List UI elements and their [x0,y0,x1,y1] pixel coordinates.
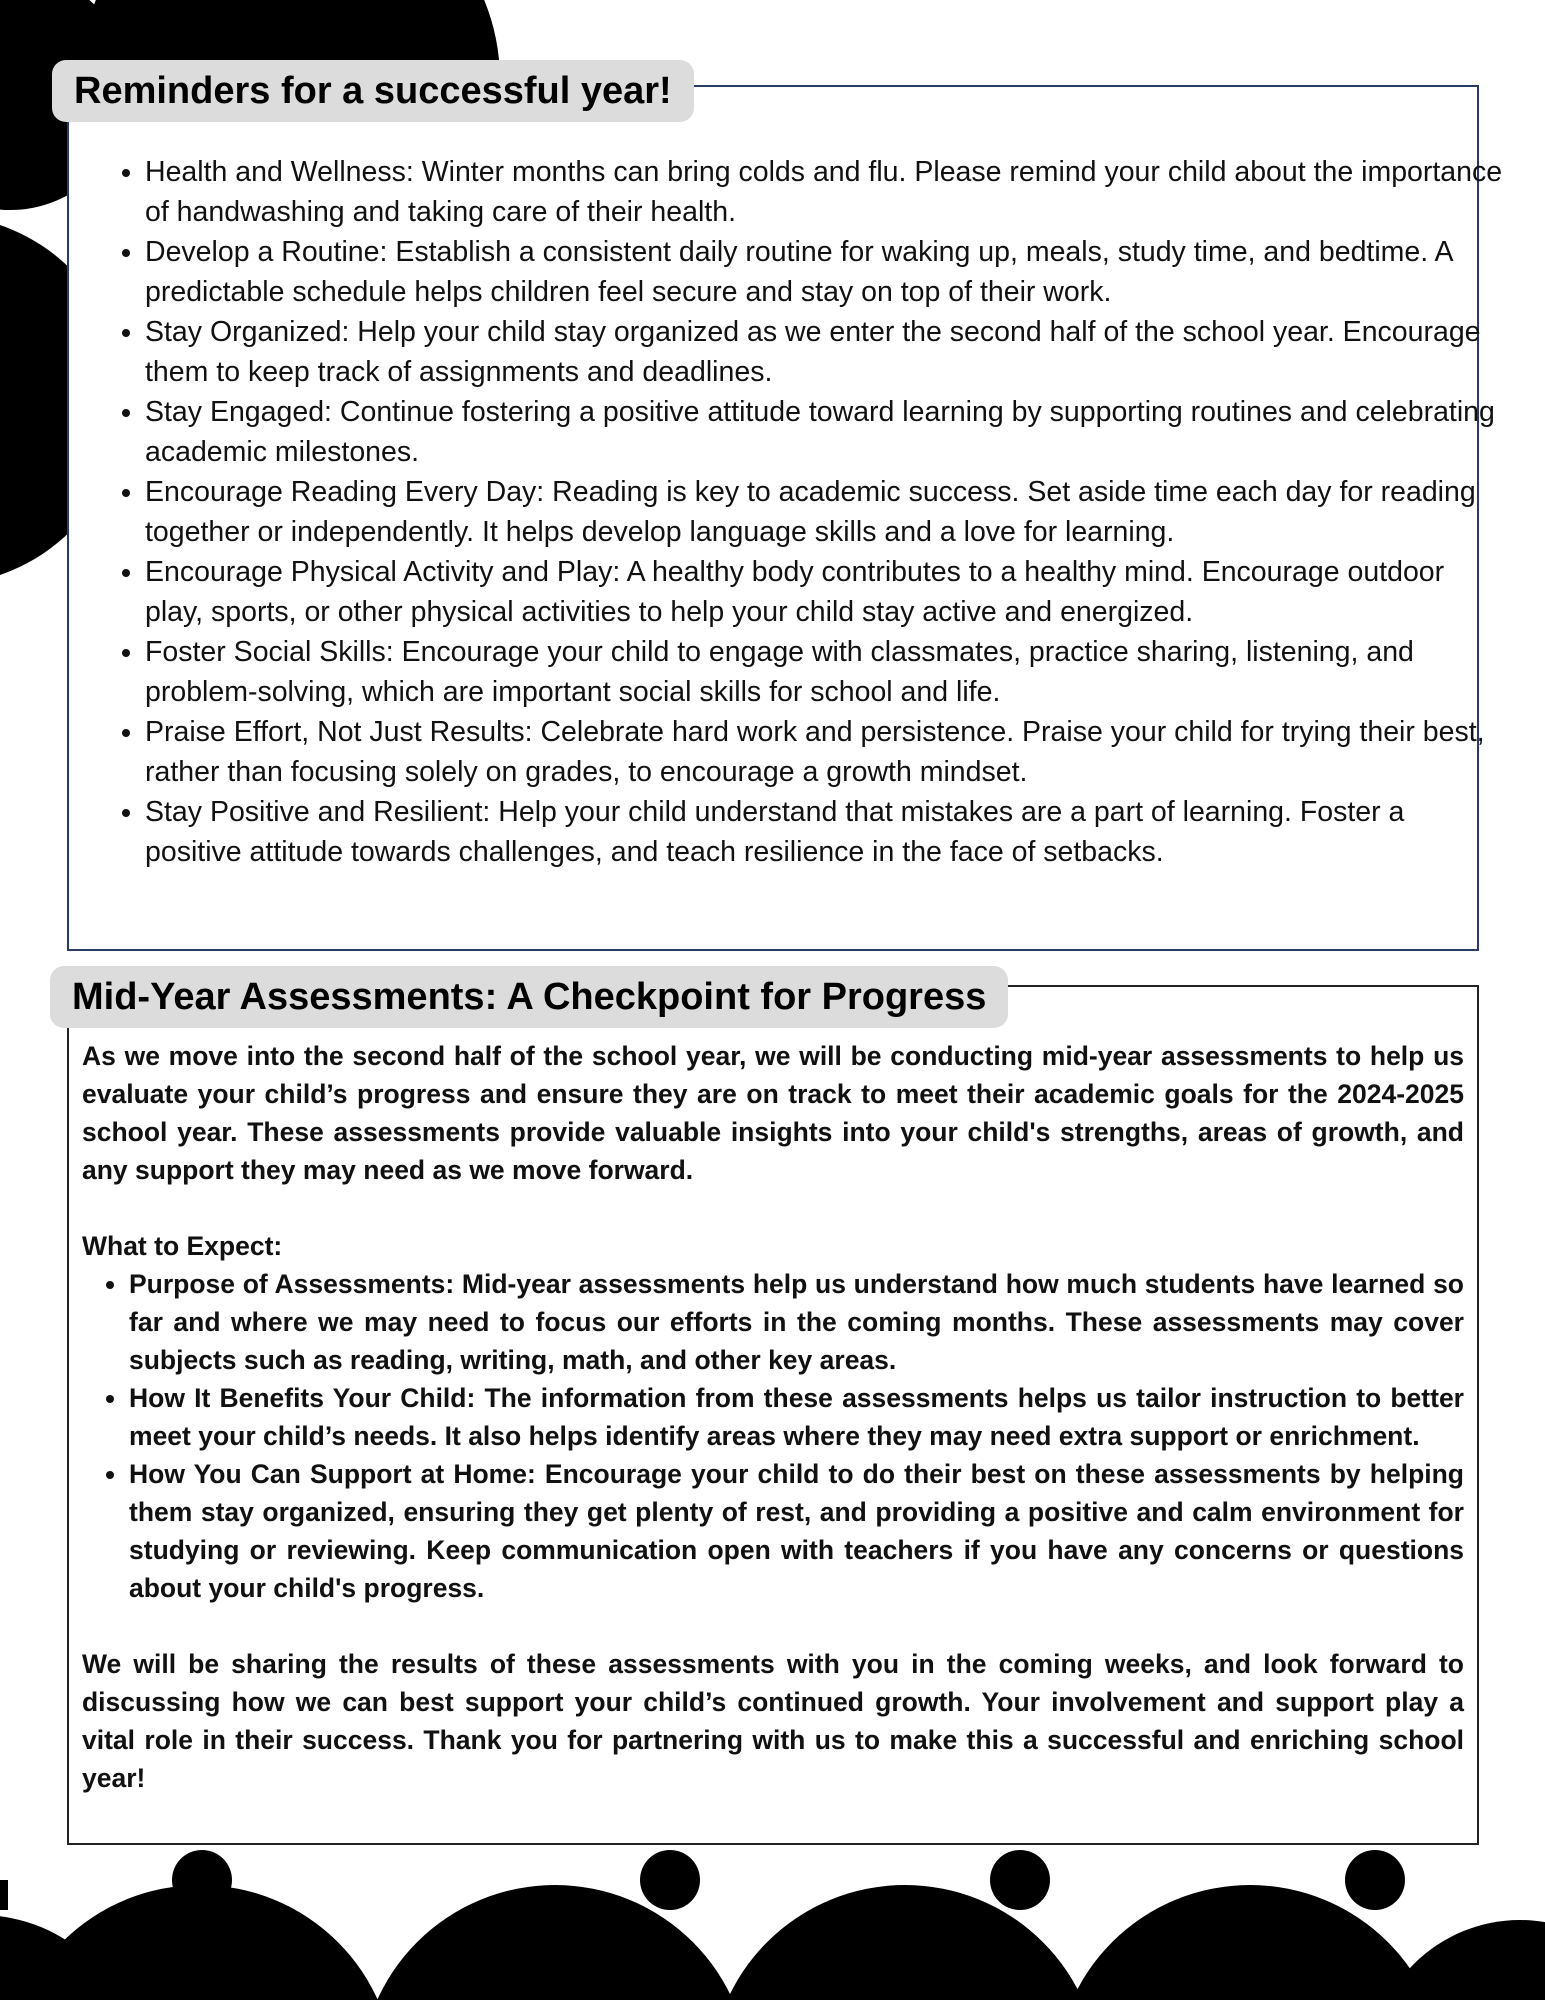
expect-heading: What to Expect: [82,1231,283,1261]
assessments-closing: We will be sharing the results of these assessments with you in the coming weeks, and look forward to discussing how we can best support your child’s continued growth. Your involvement and support play a vital role in their success. Thank you for partnering with us to make this a successful and enriching school year! [82,1649,1464,1793]
list-item: • How It Benefits Your Child: The information from these assessments helps us tailor instruction to better meet your child’s needs. It also helps identify areas where they may need extra support or enrichment. [129,1379,1464,1455]
reminders-title: Reminders for a successful year! [52,60,694,122]
decor-bottom-row [0,1850,1545,2000]
list-item: • Encourage Physical Activity and Play: A healthy body contributes to a healthy mind. Encourage outdoor play, sports, or other physical activities to help your child stay active and energized. [145,552,1505,632]
assessments-body [82,1037,1464,1797]
list-item: • Stay Engaged: Continue fostering a positive attitude toward learning by supporting routines and celebrating academic milestones. [145,392,1505,472]
list-item: • Encourage Reading Every Day: Reading is key to academic success. Set aside time each day for reading together or independently. It helps develop language skills and a love for learning. [145,472,1505,552]
list-item: • Praise Effort, Not Just Results: Celebrate hard work and persistence. Praise your child for trying their best, rather than focusing solely on grades, to encourage a growth mindset. [145,712,1505,792]
list-item: • Stay Organized: Help your child stay organized as we enter the second half of the school year. Encourage them to keep track of assignments and deadlines. [145,312,1505,392]
list-item: • Stay Positive and Resilient: Help your child understand that mistakes are a part of learning. Foster a positive attitude towards challenges, and teach resilience in the face of setbacks. [145,792,1505,872]
list-item: • Health and Wellness: Winter months can bring colds and flu. Please remind your child about the importance of handwashing and taking care of their health. [145,152,1505,232]
assessments-title: Mid-Year Assessments: A Checkpoint for Progress [50,966,1008,1028]
expect-list [82,1265,1464,1607]
assessments-intro: As we move into the second half of the school year, we will be conducting mid-year assessments to help us evaluate your child’s progress and ensure they are on track to meet their academic goals for the 2024-2025 school year. These assessments provide valuable insights into your child's strengths, areas of growth, and any support they may need as we move forward. [82,1041,1464,1185]
list-item: • Develop a Routine: Establish a consistent daily routine for waking up, meals, study time, and bedtime. A predictable schedule helps children feel secure and stay on top of their work. [145,232,1505,312]
reminders-list [105,152,1505,872]
list-item: • Purpose of Assessments: Mid-year assessments help us understand how much students have learned so far and where we may need to focus our efforts in the coming months. These assessments may cover subjects such as reading, writing, math, and other key areas. [129,1265,1464,1379]
list-item: • Foster Social Skills: Encourage your child to engage with classmates, practice sharing, listening, and problem-solving, which are important social skills for school and life. [145,632,1505,712]
list-item: • How You Can Support at Home: Encourage your child to do their best on these assessments by helping them stay organized, ensuring they get plenty of rest, and providing a positive and calm environment for studying or reviewing. Keep communication open with teachers if you have any concerns or questions about your child's progress. [129,1455,1464,1607]
